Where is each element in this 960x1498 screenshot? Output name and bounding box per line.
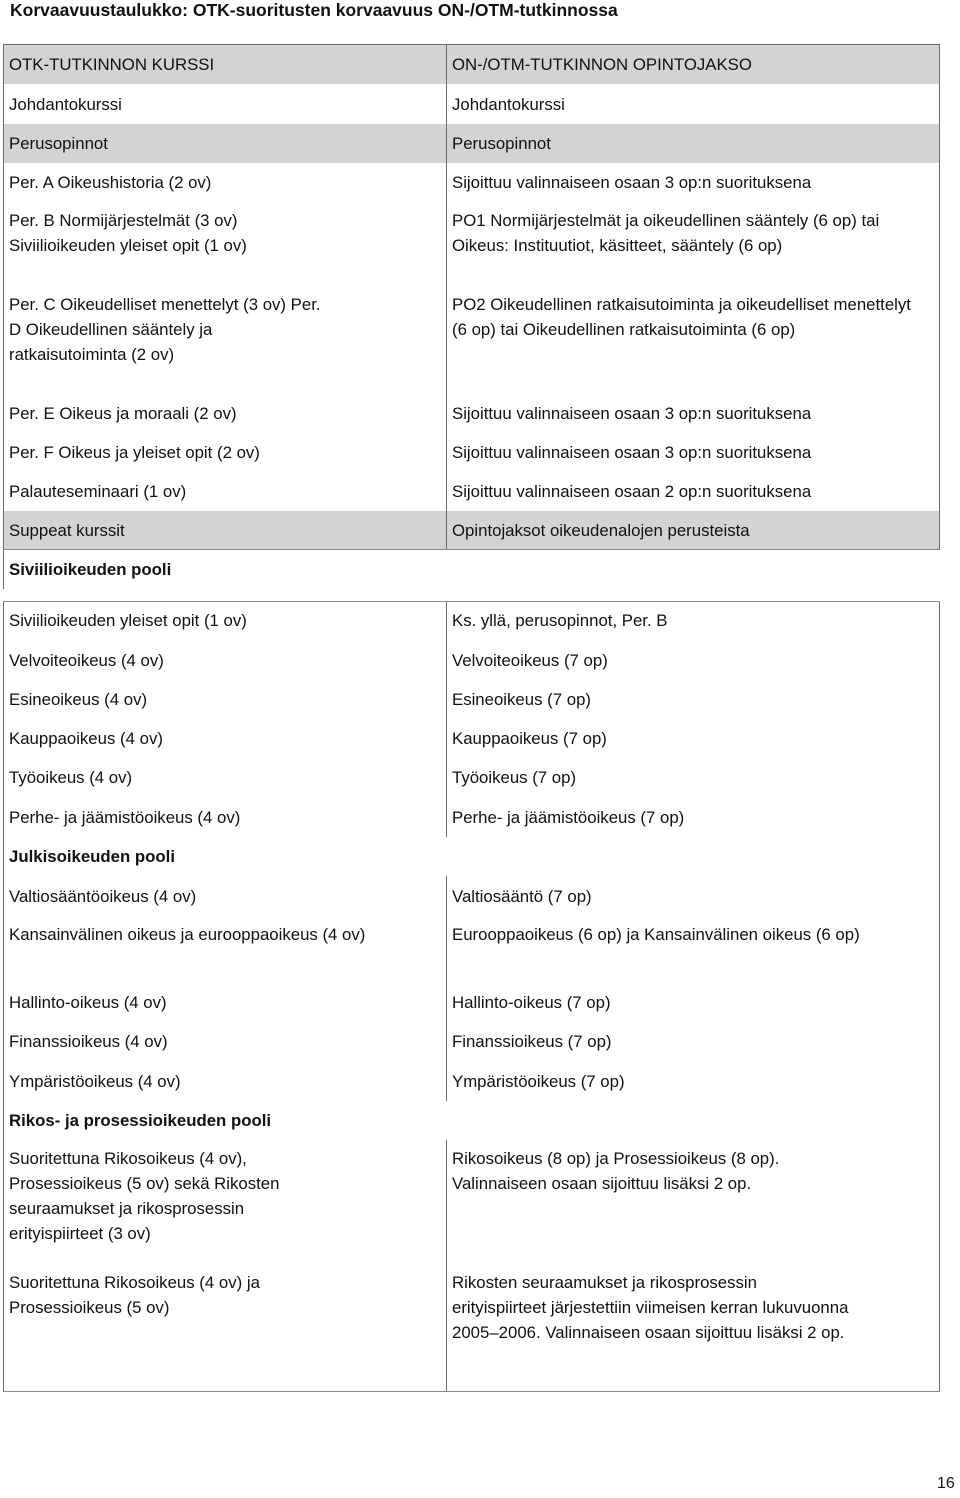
table-border-left [3,45,4,589]
column-divider [446,1140,447,1391]
otk-course-cell: Per. E Oikeus ja moraali (2 ov) [9,403,237,423]
otk-course-cell: Ympäristöoikeus (4 ov) [9,1071,181,1091]
otk-course-cell: Suoritettuna Rikosoikeus (4 ov), Prosessioikeus (5 ov) sekä Rikosten seuraamukset ja rikosprosessin erityispiirteet (3 ov) [9,1149,280,1243]
section-heading-row [3,549,940,589]
header-otk-course: OTK-TUTKINNON KURSSI [3,45,446,84]
otk-course-cell: Suppeat kurssit [3,511,446,549]
table-row [3,1140,940,1264]
otk-course-cell: Per. B Normijärjestelmät (3 ov) Siviilioikeuden yleiset opit (1 ov) [9,211,247,255]
column-divider [446,876,447,1101]
table-row [3,640,940,680]
otk-course-cell: Palauteseminaari (1 ov) [9,482,187,501]
table-row [3,916,940,983]
otk-course-cell: Johdantokurssi [9,94,122,114]
on-otm-course-cell: Rikosten seuraamukset ja rikosprosessin erityispiirteet järjestettiin viimeisen kerran lukuvuonna 2005–2006. Valinnaiseen osaan sijoittuu lisäksi 2 op. [452,1273,849,1342]
otk-course-cell: Suoritettuna Rikosoikeus (4 ov) ja Prosessioikeus (5 ov) [9,1273,260,1317]
row-divider [3,601,940,602]
table-row [3,286,940,393]
row-divider [3,549,940,550]
otk-course-cell: Siviilioikeuden yleiset opit (1 ov) [9,611,247,630]
on-otm-course-cell: Sijoittuu valinnaiseen osaan 3 op:n suorituksena [452,443,812,462]
correspondence-table [3,44,940,1390]
on-otm-course-cell: Johdantokurssi [452,94,565,114]
section-heading-siviilioikeus: Siviilioikeuden pooli [9,559,172,579]
table-row [3,601,940,640]
table-row [3,472,940,511]
table-row [3,680,940,719]
table-border-bottom [3,1391,940,1392]
table-border-right [939,601,940,1391]
on-otm-course-cell: Opintojaksot oikeudenalojen perusteista [446,511,940,549]
otk-course-cell: Per. C Oikeudelliset menettelyt (3 ov) Per. D Oikeudellinen sääntely ja ratkaisutoiminta (2 ov) [9,295,321,364]
on-otm-course-cell: Rikosoikeus (8 op) ja Prosessioikeus (8 op). Valinnaiseen osaan sijoittuu lisäksi 2 op. [452,1149,780,1193]
otk-course-cell: Työoikeus (4 ov) [9,768,133,787]
table-row-perusopinnot [3,124,940,163]
otk-course-cell: Perhe- ja jäämistöoikeus (4 ov) [9,807,241,827]
column-divider [446,45,447,549]
table-row [3,983,940,1022]
otk-course-cell: Valtiosääntöoikeus (4 ov) [9,886,197,906]
column-divider [446,601,447,837]
on-otm-course-cell: Hallinto-oikeus (7 op) [452,993,611,1012]
table-border-right [939,45,940,549]
on-otm-course-cell: Velvoiteoikeus (7 op) [452,650,608,670]
otk-course-cell: Per. F Oikeus ja yleiset opit (2 ov) [9,443,260,462]
section-heading-row [3,1101,940,1140]
table-header-row [3,45,940,84]
on-otm-course-cell: PO1 Normijärjestelmät ja oikeudellinen sääntely (6 op) tai Oikeus: Instituutiot, käsitteet, sääntely (6 op) [452,211,880,255]
on-otm-course-cell: Työoikeus (7 op) [452,768,577,787]
table-row [3,433,940,472]
otk-course-cell: Perusopinnot [3,124,446,163]
document-title: Korvaavuustaulukko: OTK-suoritusten korvaavuus ON-/OTM-tutkinnossa [10,0,618,20]
on-otm-course-cell: Perusopinnot [446,124,940,163]
otk-course-cell: Kansainvälinen oikeus ja eurooppaoikeus (4 ov) [9,925,366,944]
table-row [3,797,940,837]
section-heading-row [3,837,940,876]
on-otm-course-cell: Perhe- ja jäämistöoikeus (7 op) [452,807,685,827]
otk-course-cell: Per. A Oikeushistoria (2 ov) [9,173,212,192]
otk-course-cell: Esineoikeus (4 ov) [9,690,148,709]
header-on-otm-course: ON-/OTM-TUTKINNON OPINTOJAKSO [446,45,940,84]
on-otm-course-cell: Eurooppaoikeus (6 op) ja Kansainvälinen oikeus (6 op) [452,925,860,944]
table-row [3,163,940,202]
on-otm-course-cell: Ympäristöoikeus (7 op) [452,1071,625,1091]
on-otm-course-cell: Valtiosääntö (7 op) [452,886,592,906]
otk-course-cell: Hallinto-oikeus (4 ov) [9,993,167,1012]
table-row [3,876,940,916]
table-row [3,202,940,286]
table-row [3,1264,940,1391]
on-otm-course-cell: Sijoittuu valinnaiseen osaan 2 op:n suorituksena [452,482,812,501]
on-otm-course-cell: Sijoittuu valinnaiseen osaan 3 op:n suorituksena [452,403,812,423]
section-heading-rikos-prosessioikeus: Rikos- ja prosessioikeuden pooli [9,1111,272,1130]
table-row [3,719,940,758]
on-otm-course-cell: Kauppaoikeus (7 op) [452,729,607,748]
otk-course-cell: Finanssioikeus (4 ov) [9,1032,168,1051]
section-heading-julkisoikeus: Julkisoikeuden pooli [9,847,175,866]
on-otm-course-cell: Finanssioikeus (7 op) [452,1032,612,1051]
on-otm-course-cell: Ks. yllä, perusopinnot, Per. B [452,611,668,630]
table-row [3,393,940,433]
on-otm-course-cell: PO2 Oikeudellinen ratkaisutoiminta ja oikeudelliset menettelyt (6 op) tai Oikeudellinen ratkaisutoiminta (6 op) [452,295,911,339]
on-otm-course-cell: Sijoittuu valinnaiseen osaan 3 op:n suorituksena [452,173,812,192]
on-otm-course-cell: Esineoikeus (7 op) [452,690,591,709]
table-row-suppeat-kurssit [3,511,940,549]
otk-course-cell: Velvoiteoikeus (4 ov) [9,650,164,670]
otk-course-cell: Kauppaoikeus (4 ov) [9,729,163,748]
table-border-left [3,601,4,1391]
page-number: 16 [937,1475,955,1492]
table-row [3,84,940,124]
table-row [3,1022,940,1061]
table-row [3,758,940,797]
table-row [3,1061,940,1101]
